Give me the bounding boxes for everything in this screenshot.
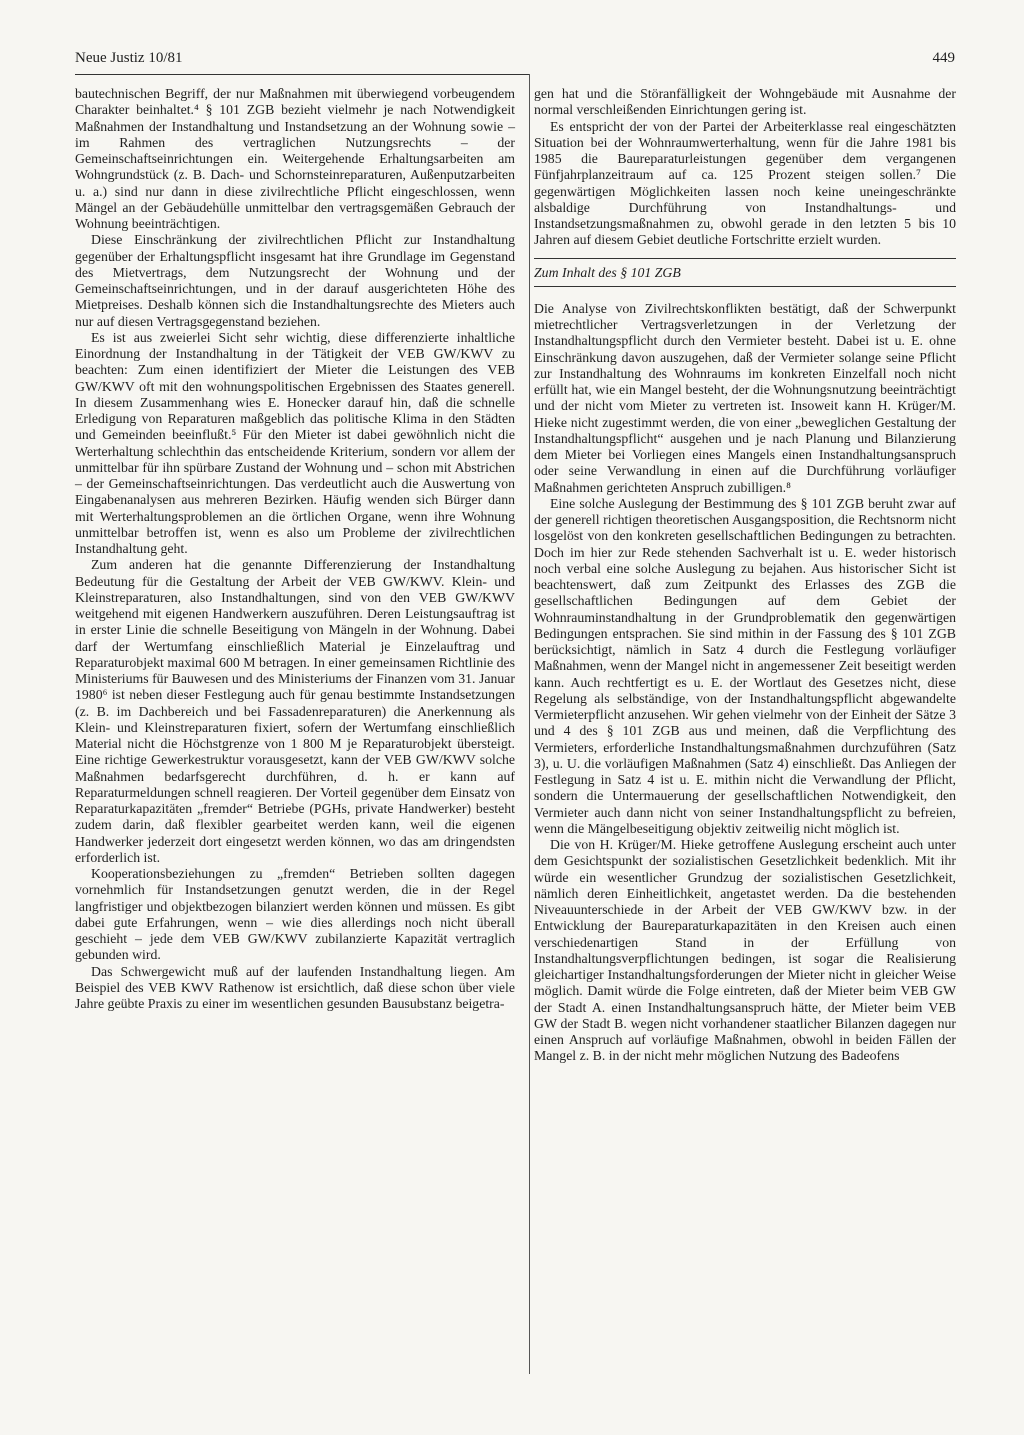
journal-title: Neue Justiz 10/81 <box>75 50 183 66</box>
section-heading: Zum Inhalt des § 101 ZGB <box>534 264 681 280</box>
paragraph: Es ist aus zweierlei Sicht sehr wichtig, diese differenzierte inhaltliche Einordnung der Instandhaltung in der Tätigkeit der VEB GW/KWV zu beachten: Zum einen identifiziert der Mieter die Leistungen des VEB GW/KWV oft mit den wohnungspolitischen Ergebnissen des Staates generell. In diesem Zusammenhang wies E. Honecker darauf hin, daß die schnelle Erledigung von Reparaturen maßgeblich das politische Klima in den Städten und Gemeinden beeinflußt.⁵ Für den Mieter ist dabei gewöhnlich nicht die Werterhaltung schlechthin das entscheidende Kriterium, sondern vor allem der unmittelbar für ihn spürbare Zustand der Wohnung und – schon mit Abstrichen – der Gemeinschaftseinrichtungen. Das verdeutlicht auch die Auswertung von Eingabenanalysen aus mehreren Bezirken. Häufig wenden sich Bürger dann mit Werterhaltungsproblemen an die örtlichen Organe, wenn ihre Wohnung unmittelbar betroffen ist, wenn es also um Probleme der zivilrechtlichen Instandhaltung geht. <box>75 329 515 556</box>
page-header <box>75 50 955 76</box>
left-column <box>75 86 515 1012</box>
paragraph: Die Analyse von Zivilrechtskonflikten bestätigt, daß der Schwerpunkt mietrechtlicher Vertragsverletzungen in der Verletzung der Instandhaltungspflicht durch den Vermieter besteht. Dabei ist u. E. ohne Einschränkung davon auszugehen, daß der Vermieter solange seine Pflicht zur Instandhaltung des Wohnraums im konkreten Einzelfall noch nicht erfüllt hat, wie ein Mangel besteht, der die Wohnungsnutzung beeinträchtigt und der nicht vom Mieter zu vertreten ist. Insoweit kann H. Krüger/M. Hieke nicht zugestimmt werden, die von einer „beweglichen Gestaltung der Instandhaltungspflicht“ ausgehen und je nach Planung und Bilanzierung dem Mieter bei Vorliegen eines Mangels einen Instandhaltungsanspruch oder seine Verwandlung in einen auf die Durchführung vorläufiger Maßnahmen gerichteten Anspruch zubilligen.⁸ <box>534 300 956 495</box>
paragraph: Zum anderen hat die genannte Differenzierung der Instandhaltung Bedeutung für die Gestaltung der Arbeit der VEB GW/KWV. Klein- und Kleinstreparaturen, also Instandhaltungen, sind von den VEB GW/KWV weitgehend mit eigenen Handwerkern auszuführen. Deren Leistungsauftrag ist in erster Linie die schnelle Beseitigung von Mängeln in der Wohnung. Dabei darf der Wertumfang einschließlich Material je Einzelauftrag und Reparaturobjekt maximal 600 M betragen. In einer gemeinsamen Richtlinie des Ministeriums für Bauwesen und des Ministeriums der Finanzen vom 31. Januar 1980⁶ ist neben dieser Festlegung auch für genau bestimmte Instandsetzungen (z. B. im Dachbereich und bei Fassadenreparaturen) die Anerkennung als Klein- und Kleinstreparaturen fixiert, sofern der Wertumfang einschließlich Material nicht die Höchstgrenze von 1 800 M je Reparaturobjekt übersteigt. Eine richtige Gewerkestruktur vorausgesetzt, kann der VEB GW/KWV solche Maßnahmen bedarfsgerecht durchführen, d. h. er kann auf Reparaturmeldungen schnell reagieren. Der Vorteil gegenüber dem Einsatz von Reparaturkapazitäten „fremder“ Betriebe (PGHs, private Handwerker) besteht zudem darin, daß flexibler gearbeitet werden kann, weil die eigenen Handwerker jederzeit dort eingesetzt werden können, wo das am dringendsten erforderlich ist. <box>75 557 515 865</box>
section-rule-top <box>534 258 956 259</box>
paragraph: Eine solche Auslegung der Bestimmung des § 101 ZGB beruht zwar auf der generell richtigen theoretischen Ausgangsposition, die Rechtsnorm nicht losgelöst von den konkreten gesellschaftlichen Bedingungen zu betrachten. Doch im hier zur Rede stehenden Sachverhalt ist u. E. weder historisch noch verbal eine solche Auslegung zu bejahen. Aus historischer Sicht ist beachtenswert, daß zum Zeitpunkt des Erlasses des ZGB die gesellschaftlichen Bedingungen auf dem Gebiet der Wohnrauminstandhaltung in der Grundproblematik den gegenwärtigen Bedingungen entsprachen. Sie sind mithin in der Fassung des § 101 ZGB berücksichtigt, nämlich in Satz 4 durch die Festlegung vorläufiger Maßnahmen, wenn der Mangel nicht in angemessener Zeit beseitigt werden kann. Auch rechtfertigt es u. E. der Wortlaut des Gesetzes nicht, diese Regelung als selbständige, von der Instandhaltungspflicht abgewandelte Vermieterpflicht anzusehen. Wir gehen vielmehr von der Einheit der Sätze 3 und 4 des § 101 ZGB aus und meinen, daß die Verpflichtung des Vermieters, erforderliche Instandhaltungsmaßnahmen durchzuführen (Satz 3), u. U. die vorläufigen Maßnahmen (Satz 4) einschließt. Das Anliegen der Festlegung in Satz 4 ist u. E. mithin nicht die Verwandlung der Pflicht, sondern die Untermauerung der gesellschaftlichen Notwendigkeit, den Vermieter auch dann nicht von seiner Instandhaltungspflicht zu befreien, wenn die Mängelbeseitigung objektiv zeitweilig nicht möglich ist. <box>534 495 956 836</box>
paragraph: Kooperationsbeziehungen zu „fremden“ Betrieben sollten dagegen vornehmlich für Instandsetzungen genutzt werden, die in der Regel langfristiger und objektbezogen bilanziert werden können und müssen. Es gibt dabei gute Erfahrungen, wenn – wie dies allerdings noch nicht überall geschieht – jede dem VEB GW/KWV zubilanzierte Kapazität vertraglich gebunden wird. <box>75 866 515 963</box>
right-column <box>534 86 956 1065</box>
paragraph: Es entspricht der von der Partei der Arbeiterklasse real eingeschätzten Situation bei der Wohnraumwerterhaltung, wenn für die Jahre 1981 bis 1985 die Baureparaturleistungen gegenüber dem vergangenen Fünfjahrplanzeitraum auf ca. 125 Prozent steigen sollen.⁷ Die gegenwärtigen Möglichkeiten lassen noch keine uneingeschränkte alsbaldige Durchführung von Instandhaltungs- und Instandsetzungsmaßnahmen zu, obwohl gerade in den letzten 5 bis 10 Jahren auf diesem Gebiet deutliche Fortschritte erzielt wurden. <box>534 118 956 248</box>
paragraph: Das Schwergewicht muß auf der laufenden Instandhaltung liegen. Am Beispiel des VEB KWV Rathenow ist ersichtlich, daß diese schon über viele Jahre geübte Praxis zu einer im wesentlichen gesunden Bausubstanz beigetra- <box>75 963 515 1011</box>
paragraph: gen hat und die Störanfälligkeit der Wohngebäude mit Ausnahme der normal verschleißenden Einrichtungen gering ist. <box>534 86 956 118</box>
paragraph: Diese Einschränkung der zivilrechtlichen Pflicht zur Instandhaltung gegenüber der Erhaltungspflicht insgesamt hat ihre Grundlage im Gegenstand des Mietvertrags, dem Nutzungsrecht der Wohnung und der Gemeinschaftseinrichtungen, und in der darauf ausgerichteten Höhe des Mietpreises. Deshalb können sich die Instandhaltungsrechte des Mieters auch nur auf diesen Vertragsgegenstand beziehen. <box>75 232 515 329</box>
header-rule <box>75 74 530 75</box>
page-number: 449 <box>932 50 955 66</box>
column-divider <box>529 74 530 1374</box>
section-rule-bottom <box>534 286 956 287</box>
paragraph: bautechnischen Begriff, der nur Maßnahmen mit überwiegend vorbeugendem Charakter beinhaltet.⁴ § 101 ZGB bezieht vielmehr je nach Notwendigkeit Maßnahmen der Instandhaltung und Instandsetzung an der Wohnung sowie – im Rahmen des vertraglichen Nutzungsrechts – der Gemeinschaftseinrichtungen ein. Weitergehende Erhaltungsarbeiten am Wohngrundstück (z. B. Dach- und Schornsteinreparaturen, Außenputzarbeiten u. a.) sind nur dann in diese zivilrechtliche Pflicht eingeschlossen, wenn Mängel an der Gebäudehülle unmittelbar den vertragsgemäßen Gebrauch der Wohnung beeinträchtigen. <box>75 86 515 231</box>
paragraph: Die von H. Krüger/M. Hieke getroffene Auslegung erscheint auch unter dem Gesichtspunkt der sozialistischen Gesetzlichkeit bedenklich. Mit ihr würde ein wesentlicher Grundzug der sozialistischen Gesetzlichkeit, nämlich deren Einheitlichkeit, angetastet werden. Da die bestehenden Niveauunterschiede in der Arbeit der VEB GW/KWV bzw. in der Entwicklung der Baureparaturkapazitäten in den Kreisen auch einen verschiedenartigen Stand in der Erfüllung von Instandhaltungsverpflichtungen bedingen, ist sogar die Realisierung gleichartiger Instandhaltungsforderungen der Mieter nicht in gleicher Weise möglich. Damit würde die Folge eintreten, daß der Mieter beim VEB GW der Stadt A. einen Instandhaltungsanspruch hätte, der Mieter beim VEB GW der Stadt B. wegen nicht vorhandener staatlicher Bilanzen dagegen nur einen Anspruch auf vorläufige Maßnahmen, obwohl in beiden Fällen der Mangel z. B. in der nicht mehr möglichen Nutzung des Badeofens <box>534 837 956 1064</box>
